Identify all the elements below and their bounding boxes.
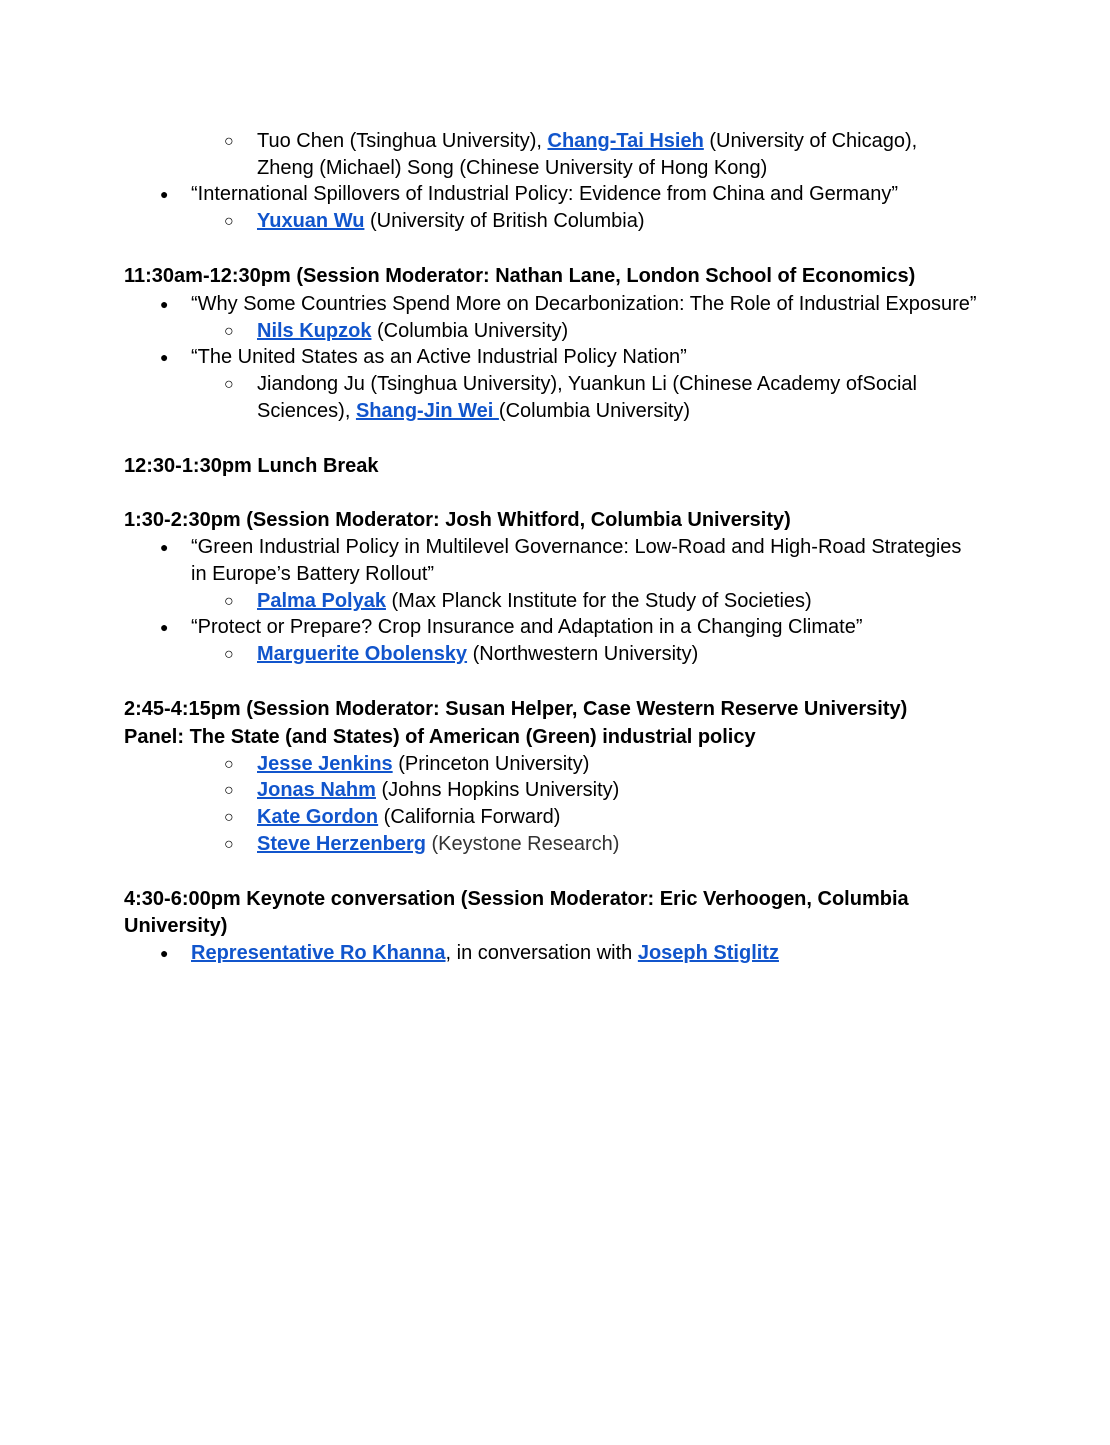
author-line [257, 208, 645, 235]
sub-bullet-icon: ○ [224, 133, 234, 150]
sub-bullet-icon: ○ [224, 376, 234, 393]
panelist [257, 777, 619, 804]
author-link[interactable]: Chang-Tai Hsieh [547, 130, 704, 152]
author-line [257, 398, 690, 425]
affiliation-text: (Max Planck Institute for the Study of Societies) [385, 590, 812, 612]
session-heading: 4:30-6:00pm Keynote conversation (Session Moderator: Eric Verhoogen, Columbia [124, 888, 909, 910]
affiliation-text: (Columbia University) [371, 320, 569, 342]
affiliation-text: (University of British Columbia) [364, 210, 645, 232]
bullet-icon: ● [160, 539, 169, 555]
sub-bullet-icon: ○ [224, 782, 234, 799]
panelist [257, 804, 560, 831]
paper-title: “Protect or Prepare? Crop Insurance and Adaptation in a Changing Climate” [191, 616, 863, 638]
panelist-link[interactable]: Kate Gordon [257, 806, 379, 828]
keynote-speaker-link[interactable]: Joseph Stiglitz [637, 942, 779, 964]
sub-bullet-icon: ○ [224, 646, 234, 663]
affiliation-text: (Columbia University) [498, 400, 691, 422]
keynote-line [191, 940, 779, 967]
sub-bullet-icon: ○ [224, 756, 234, 773]
author-line [257, 318, 568, 345]
author-text: Tuo Chen (Tsinghua University), [257, 130, 548, 152]
bullet-icon: ● [160, 186, 169, 202]
affiliation-text: (Princeton University) [392, 753, 590, 775]
sub-bullet-icon: ○ [224, 809, 234, 826]
author-link[interactable]: Marguerite Obolensky [257, 643, 468, 665]
sub-bullet-icon: ○ [224, 593, 234, 610]
author-link[interactable]: Nils Kupzok [257, 320, 372, 342]
sub-bullet-icon: ○ [224, 323, 234, 340]
author-line [257, 128, 917, 155]
affiliation-text: (California Forward) [378, 806, 561, 828]
affiliation-text: (Johns Hopkins University) [375, 779, 620, 801]
affiliation-text: (University of Chicago), [703, 130, 918, 152]
session-heading: 2:45-4:15pm (Session Moderator: Susan Helper, Case Western Reserve University) [124, 698, 908, 720]
author-link[interactable]: Shang-Jin Wei [355, 400, 499, 422]
author-line: Jiandong Ju (Tsinghua University), Yuankun Li (Chinese Academy ofSocial [257, 373, 917, 395]
paper-title: in Europe’s Battery Rollout” [191, 563, 435, 585]
sub-bullet-icon: ○ [224, 836, 234, 853]
affiliation-text: (Keystone Research) [425, 833, 620, 855]
paper-title: “International Spillovers of Industrial Policy: Evidence from China and Germany” [191, 183, 898, 205]
author-link[interactable]: Yuxuan Wu [257, 210, 365, 232]
panelist-link[interactable]: Jesse Jenkins [257, 753, 393, 775]
author-text: Sciences), [257, 400, 356, 422]
bullet-icon: ● [160, 619, 169, 635]
bullet-icon: ● [160, 296, 169, 312]
paper-title: “Green Industrial Policy in Multilevel Governance: Low-Road and High-Road Strategies [191, 536, 962, 558]
session-heading: University) [124, 915, 228, 937]
author-line [257, 588, 812, 615]
affiliation-text: (Northwestern University) [467, 643, 699, 665]
session-heading: 12:30-1:30pm Lunch Break [124, 455, 379, 477]
paper-title: “Why Some Countries Spend More on Decarbonization: The Role of Industrial Exposure” [191, 293, 977, 315]
keynote-text: , in conversation with [445, 942, 638, 964]
panelist-link[interactable]: Jonas Nahm [257, 779, 376, 801]
paper-title: “The United States as an Active Industrial Policy Nation” [191, 346, 687, 368]
bullet-icon: ● [160, 349, 169, 365]
panel-title: Panel: The State (and States) of American (Green) industrial policy [124, 726, 756, 748]
panelist [257, 751, 589, 778]
session-heading: 11:30am-12:30pm (Session Moderator: Nathan Lane, London School of Economics) [124, 265, 916, 287]
author-line [257, 641, 698, 668]
panelist [257, 831, 619, 858]
panelist-link[interactable]: Steve Herzenberg [257, 833, 426, 855]
author-line: Zheng (Michael) Song (Chinese University of Hong Kong) [257, 157, 768, 179]
sub-bullet-icon: ○ [224, 213, 234, 230]
author-link[interactable]: Palma Polyak [257, 590, 386, 612]
keynote-speaker-link[interactable]: Representative Ro Khanna [191, 942, 446, 964]
session-heading: 1:30-2:30pm (Session Moderator: Josh Whitford, Columbia University) [124, 509, 791, 531]
bullet-icon: ● [160, 945, 169, 961]
